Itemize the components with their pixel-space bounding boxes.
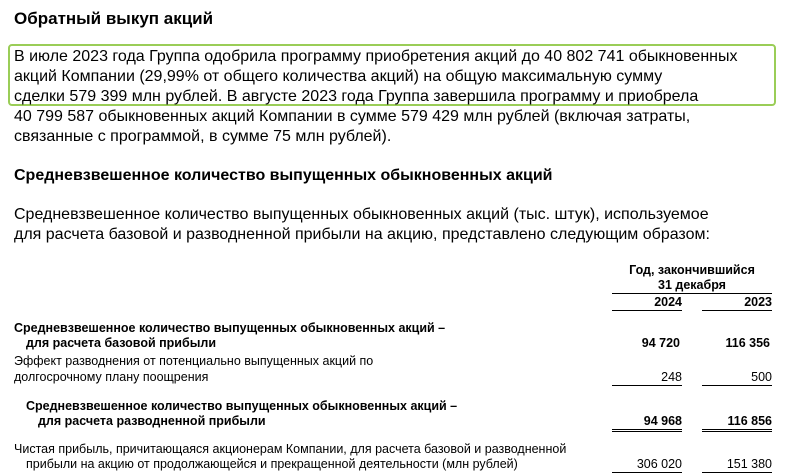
- table-header-period: [612, 263, 772, 293]
- row-value-2023: 116 856: [702, 414, 772, 432]
- column-header-2024: 2024: [612, 295, 682, 311]
- row-label: Эффект разводнения от потенциально выпущенных акций по: [14, 354, 374, 368]
- row-label: для расчета базовой прибыли: [26, 336, 217, 350]
- row-label: Средневзвешенное количество выпущенных обыкновенных акций –: [26, 399, 458, 413]
- row-value-2024: 94 720: [641, 336, 680, 350]
- buyback-text-line: сделки 579 399 млн рублей. В августе 2023 года Группа завершила программу и приобрела: [14, 88, 699, 105]
- row-value-2024: 306 020: [612, 457, 682, 473]
- header-line: Год, закончившийся: [629, 263, 755, 277]
- buyback-text-line: акций Компании (29,99% от общего количества акций) на общую максимальную сумму: [14, 68, 663, 85]
- row-label: Чистая прибыль, причитающаяся акционерам Компании, для расчета базовой и разводненной: [14, 442, 567, 456]
- row-value-2023: 151 380: [702, 457, 772, 473]
- section-title-weighted-shares: Средневзвешенное количество выпущенных обыкновенных акций: [14, 167, 553, 184]
- weighted-shares-text-line: для расчета базовой и разводненной прибыли на акцию, представлено следующим образом:: [14, 226, 710, 243]
- buyback-text-line: 40 799 587 обыкновенных акций Компании в сумме 579 429 млн рублей (включая затраты,: [14, 108, 691, 125]
- row-value-2023: 116 356: [725, 336, 770, 350]
- row-value-2024: 94 968: [612, 414, 682, 432]
- buyback-text-line: В июле 2023 года Группа одобрила программу приобретения акций до 40 802 741 обыкновенных: [14, 48, 738, 65]
- row-value-2023: 500: [702, 370, 772, 386]
- column-header-2023: 2023: [702, 295, 772, 311]
- weighted-shares-text-line: Средневзвешенное количество выпущенных обыкновенных акций (тыс. штук), используемое: [14, 206, 709, 223]
- row-label: для расчета разводненной прибыли: [38, 414, 266, 428]
- row-value-2024: 248: [612, 370, 682, 386]
- row-label: Средневзвешенное количество выпущенных обыкновенных акций –: [14, 321, 446, 335]
- row-label: прибыли на акцию от продолжающейся и прекращенной деятельности (млн рублей): [26, 457, 518, 471]
- section-title-buyback: Обратный выкуп акций: [14, 9, 214, 28]
- header-line: 31 декабря: [658, 278, 726, 292]
- buyback-text-line: связанные с программой, в сумме 75 млн рублей).: [14, 128, 392, 145]
- header-divider: [612, 293, 772, 294]
- row-label: долгосрочному плану поощрения: [14, 370, 209, 384]
